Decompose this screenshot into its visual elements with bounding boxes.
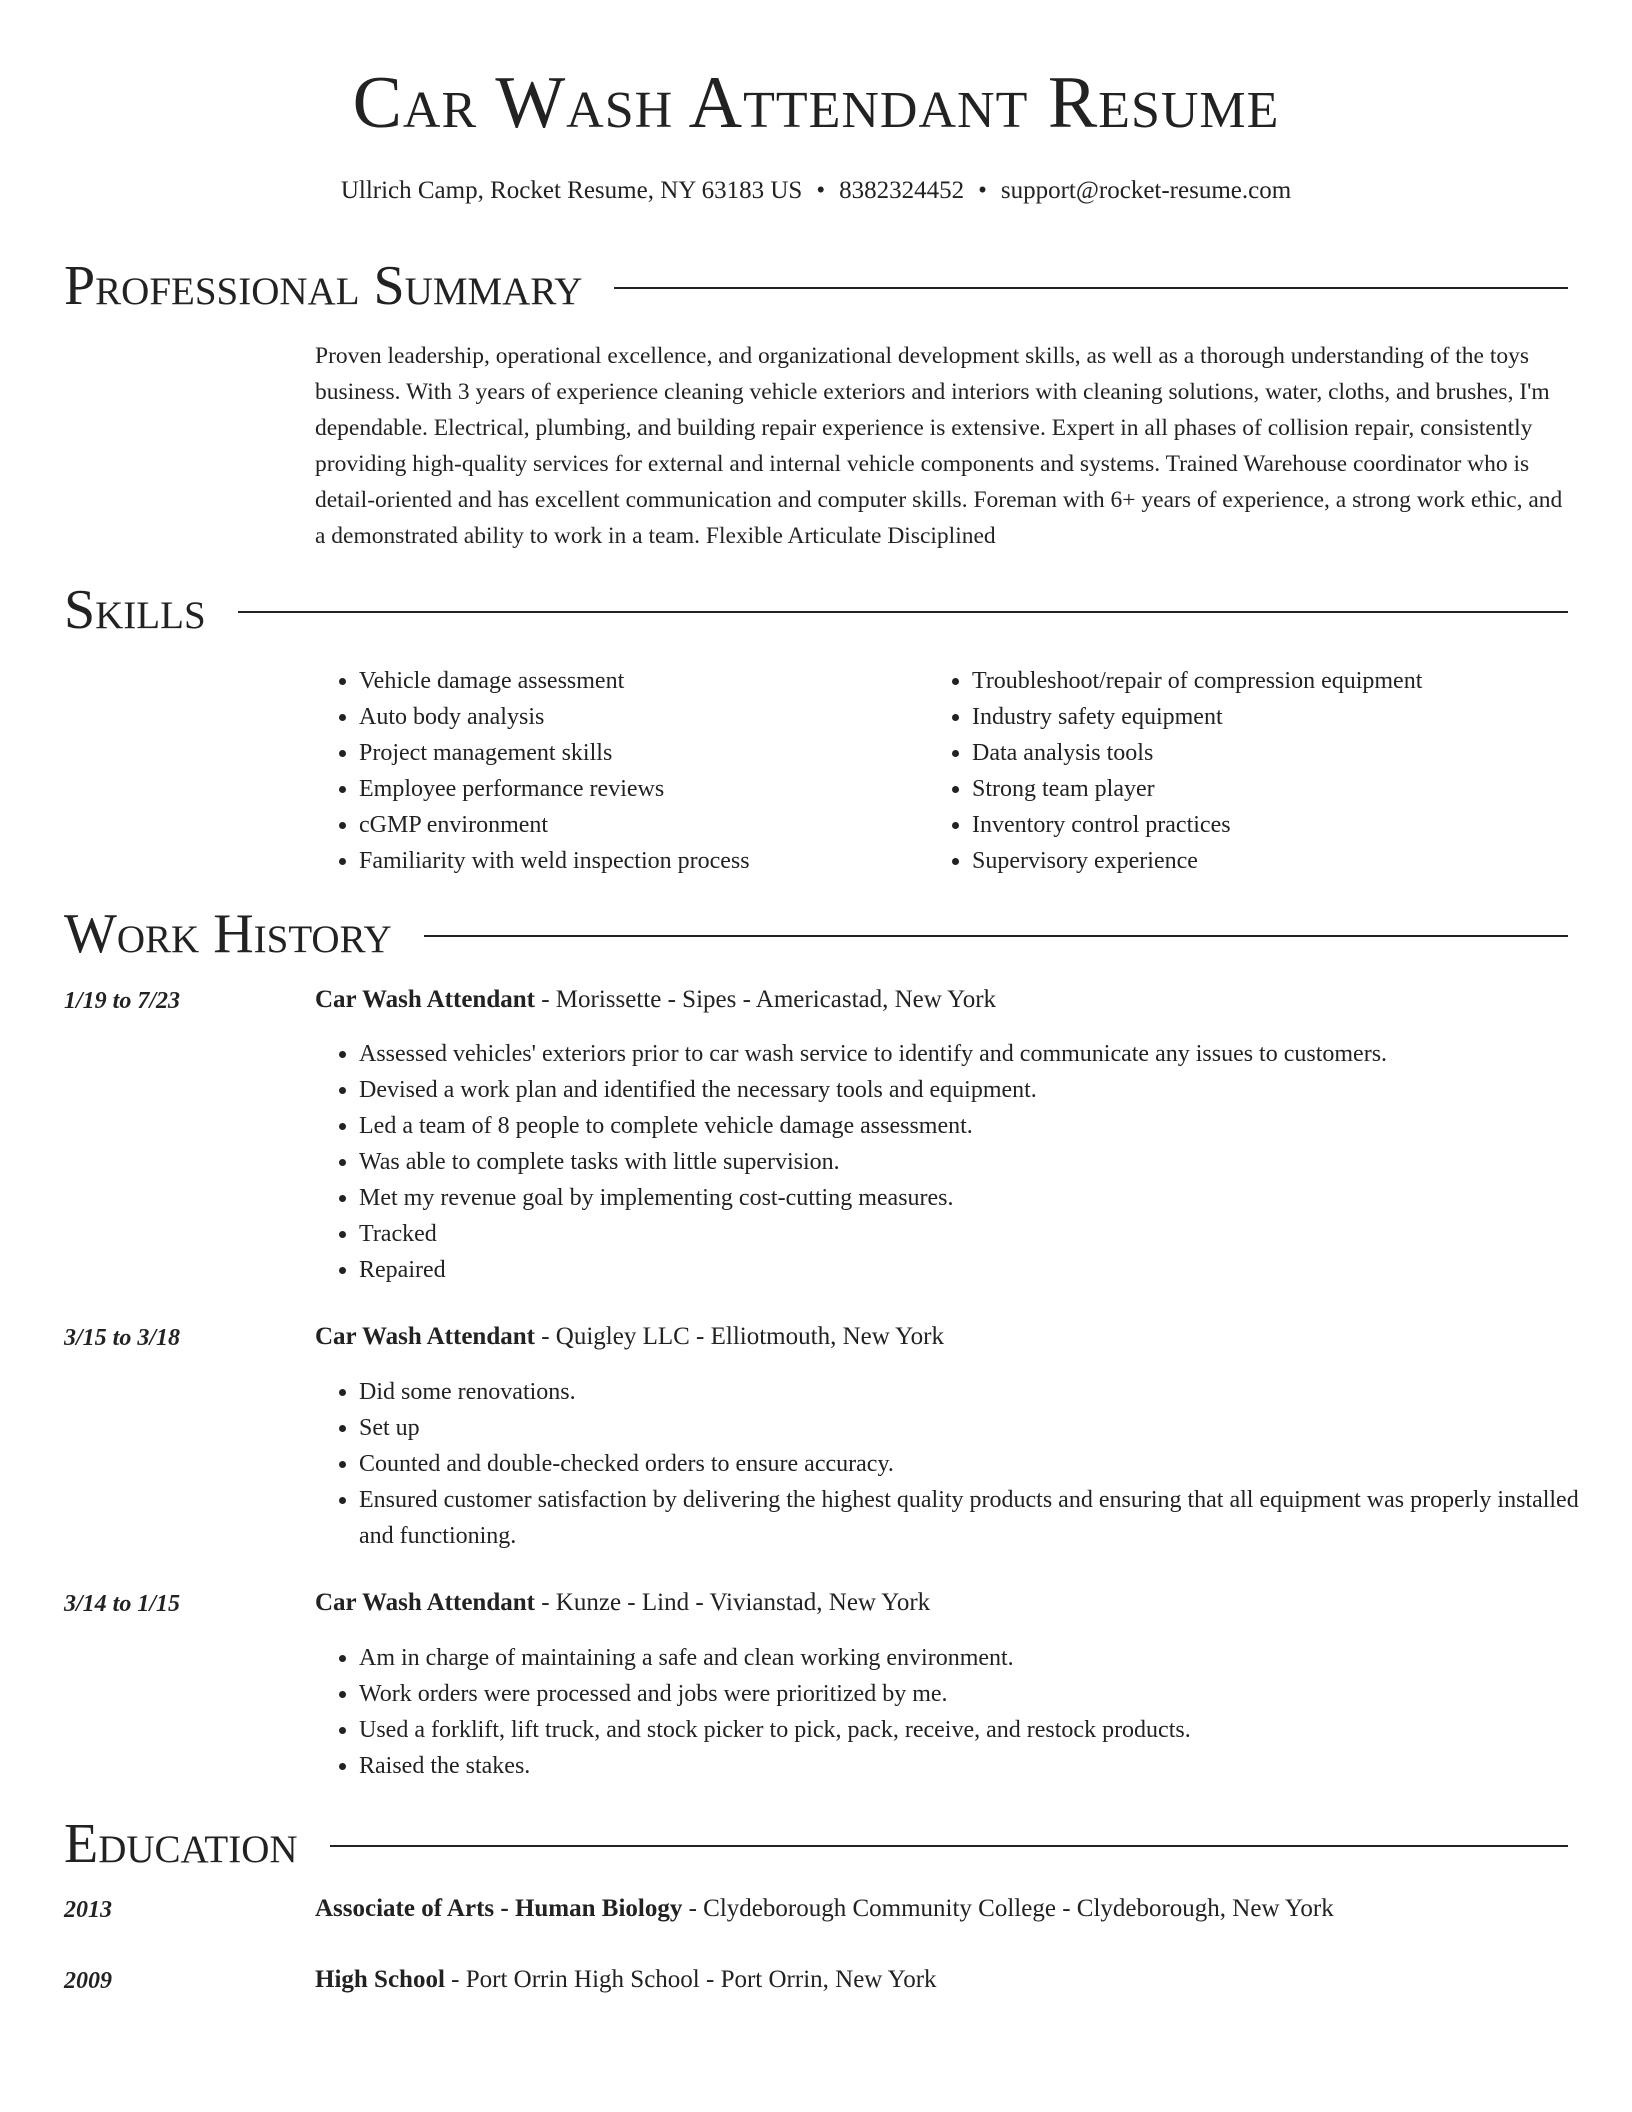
section-divider — [330, 1845, 1568, 1847]
contact-email: support@rocket-resume.com — [1000, 177, 1292, 204]
job-employer: - Kunze - Lind - Vivianstad, New York — [534, 1589, 931, 1616]
education-degree: Associate of Arts - Human Biology — [315, 1895, 683, 1922]
skill-item: • cGMP environment — [359, 807, 915, 843]
job-bullets — [315, 1640, 1585, 1784]
section-header-education — [64, 1812, 1568, 1876]
job-title: Car Wash Attendant — [315, 986, 535, 1013]
job-bullets — [315, 1374, 1585, 1554]
section-header-skills — [64, 578, 1568, 642]
skill-item: • Employee performance reviews — [359, 771, 915, 807]
job-heading — [315, 984, 996, 1016]
skill-item: • Vehicle damage assessment — [359, 663, 915, 699]
job-bullet: • Set up — [359, 1410, 1585, 1446]
job-bullet: • Am in charge of maintaining a safe and clean working environment. — [359, 1640, 1585, 1676]
job-bullet: • Led a team of 8 people to complete vehicle damage assessment. — [359, 1108, 1585, 1144]
education-entry — [315, 1964, 937, 1996]
skills-list-left — [315, 663, 915, 879]
summary-text: Proven leadership, operational excellence, and organizational development skills, as well as a thorough understanding of the toys business. With 3 years of experience cleaning vehicle exteriors and interiors with cleaning solutions, water, cloths, and brushes, I'm dependable. Electrical, plumbing, and building repair experience is extensive. Expert in all phases of collision repair, consistently providing high-quality services for external and internal vehicle components and systems. Trained Warehouse coordinator who is detail-oriented and has excellent communication and computer skills. Foreman with 6+ years of experience, a strong work ethic, and a demonstrated ability to work in a team. Flexible Articulate Disciplined — [315, 343, 1563, 549]
contact-separator: • — [978, 177, 987, 204]
education-degree: High School — [315, 1966, 445, 1993]
skill-item: • Familiarity with weld inspection process — [359, 843, 915, 879]
section-header-summary — [64, 254, 1568, 318]
section-divider — [424, 935, 1568, 937]
job-bullet-list — [315, 1036, 1585, 1288]
job-bullet: • Devised a work plan and identified the necessary tools and equipment. — [359, 1072, 1585, 1108]
job-dates: 3/15 to 3/18 — [64, 1325, 181, 1351]
job-employer: - Quigley LLC - Elliotmouth, New York — [534, 1323, 944, 1350]
contact-line — [0, 175, 1632, 207]
job-bullet: • Used a forklift, lift truck, and stock picker to pick, pack, receive, and restock products. — [359, 1712, 1585, 1748]
job-title: Car Wash Attendant — [315, 1589, 535, 1616]
job-bullet: • Met my revenue goal by implementing cost-cutting measures. — [359, 1180, 1585, 1216]
section-title-education: Education — [64, 1813, 298, 1875]
section-divider — [614, 287, 1568, 289]
contact-address: Ullrich Camp, Rocket Resume, NY 63183 US — [340, 177, 803, 204]
skill-item: • Industry safety equipment — [972, 699, 1588, 735]
contact-separator: • — [816, 177, 826, 204]
skills-column-right — [928, 663, 1588, 879]
job-bullet: • Was able to complete tasks with little supervision. — [359, 1144, 1585, 1180]
education-school: - Port Orrin High School - Port Orrin, New York — [444, 1966, 937, 1993]
job-heading — [315, 1587, 930, 1619]
job-bullets — [315, 1036, 1585, 1288]
job-bullet: • Assessed vehicles' exteriors prior to car wash service to identify and communicate any issues to customers. — [359, 1036, 1585, 1072]
skill-item: • Auto body analysis — [359, 699, 915, 735]
section-divider — [238, 611, 1568, 613]
education-year: 2009 — [64, 1968, 112, 1994]
job-bullet: • Did some renovations. — [359, 1374, 1585, 1410]
contact-phone: 8382324452 — [839, 177, 965, 204]
job-bullet-list — [315, 1640, 1585, 1784]
job-bullet: • Ensured customer satisfaction by delivering the highest quality products and ensuring that all equipment was properly installed and functioning. — [359, 1482, 1585, 1554]
job-dates: 3/14 to 1/15 — [64, 1591, 181, 1617]
job-employer: - Morissette - Sipes - Americastad, New York — [534, 986, 997, 1013]
skill-item: • Strong team player — [972, 771, 1588, 807]
section-title-summary: Professional Summary — [64, 255, 583, 317]
skill-item: • Inventory control practices — [972, 807, 1588, 843]
job-heading — [315, 1321, 944, 1353]
resume-title: Car Wash Attendant Resume — [352, 62, 1280, 144]
job-title: Car Wash Attendant — [315, 1323, 535, 1350]
skill-item: • Data analysis tools — [972, 735, 1588, 771]
job-bullet: • Repaired — [359, 1252, 1585, 1288]
section-title-work-history: Work History — [64, 903, 392, 965]
section-title-skills: Skills — [64, 579, 206, 641]
education-entry — [315, 1893, 1334, 1925]
job-bullet-list — [315, 1374, 1585, 1554]
skills-column-left — [315, 663, 915, 879]
job-bullet: • Counted and double-checked orders to ensure accuracy. — [359, 1446, 1585, 1482]
job-dates: 1/19 to 7/23 — [64, 988, 181, 1014]
job-bullet: • Raised the stakes. — [359, 1748, 1585, 1784]
section-header-work-history — [64, 902, 1568, 966]
job-bullet: • Tracked — [359, 1216, 1585, 1252]
education-year: 2013 — [64, 1897, 112, 1923]
skills-list-right — [928, 663, 1588, 879]
education-school: - Clydeborough Community College - Clydeborough, New York — [682, 1895, 1334, 1922]
job-bullet: • Work orders were processed and jobs were prioritized by me. — [359, 1676, 1585, 1712]
skill-item: • Project management skills — [359, 735, 915, 771]
skill-item: • Supervisory experience — [972, 843, 1588, 879]
skill-item: • Troubleshoot/repair of compression equipment — [972, 663, 1588, 699]
